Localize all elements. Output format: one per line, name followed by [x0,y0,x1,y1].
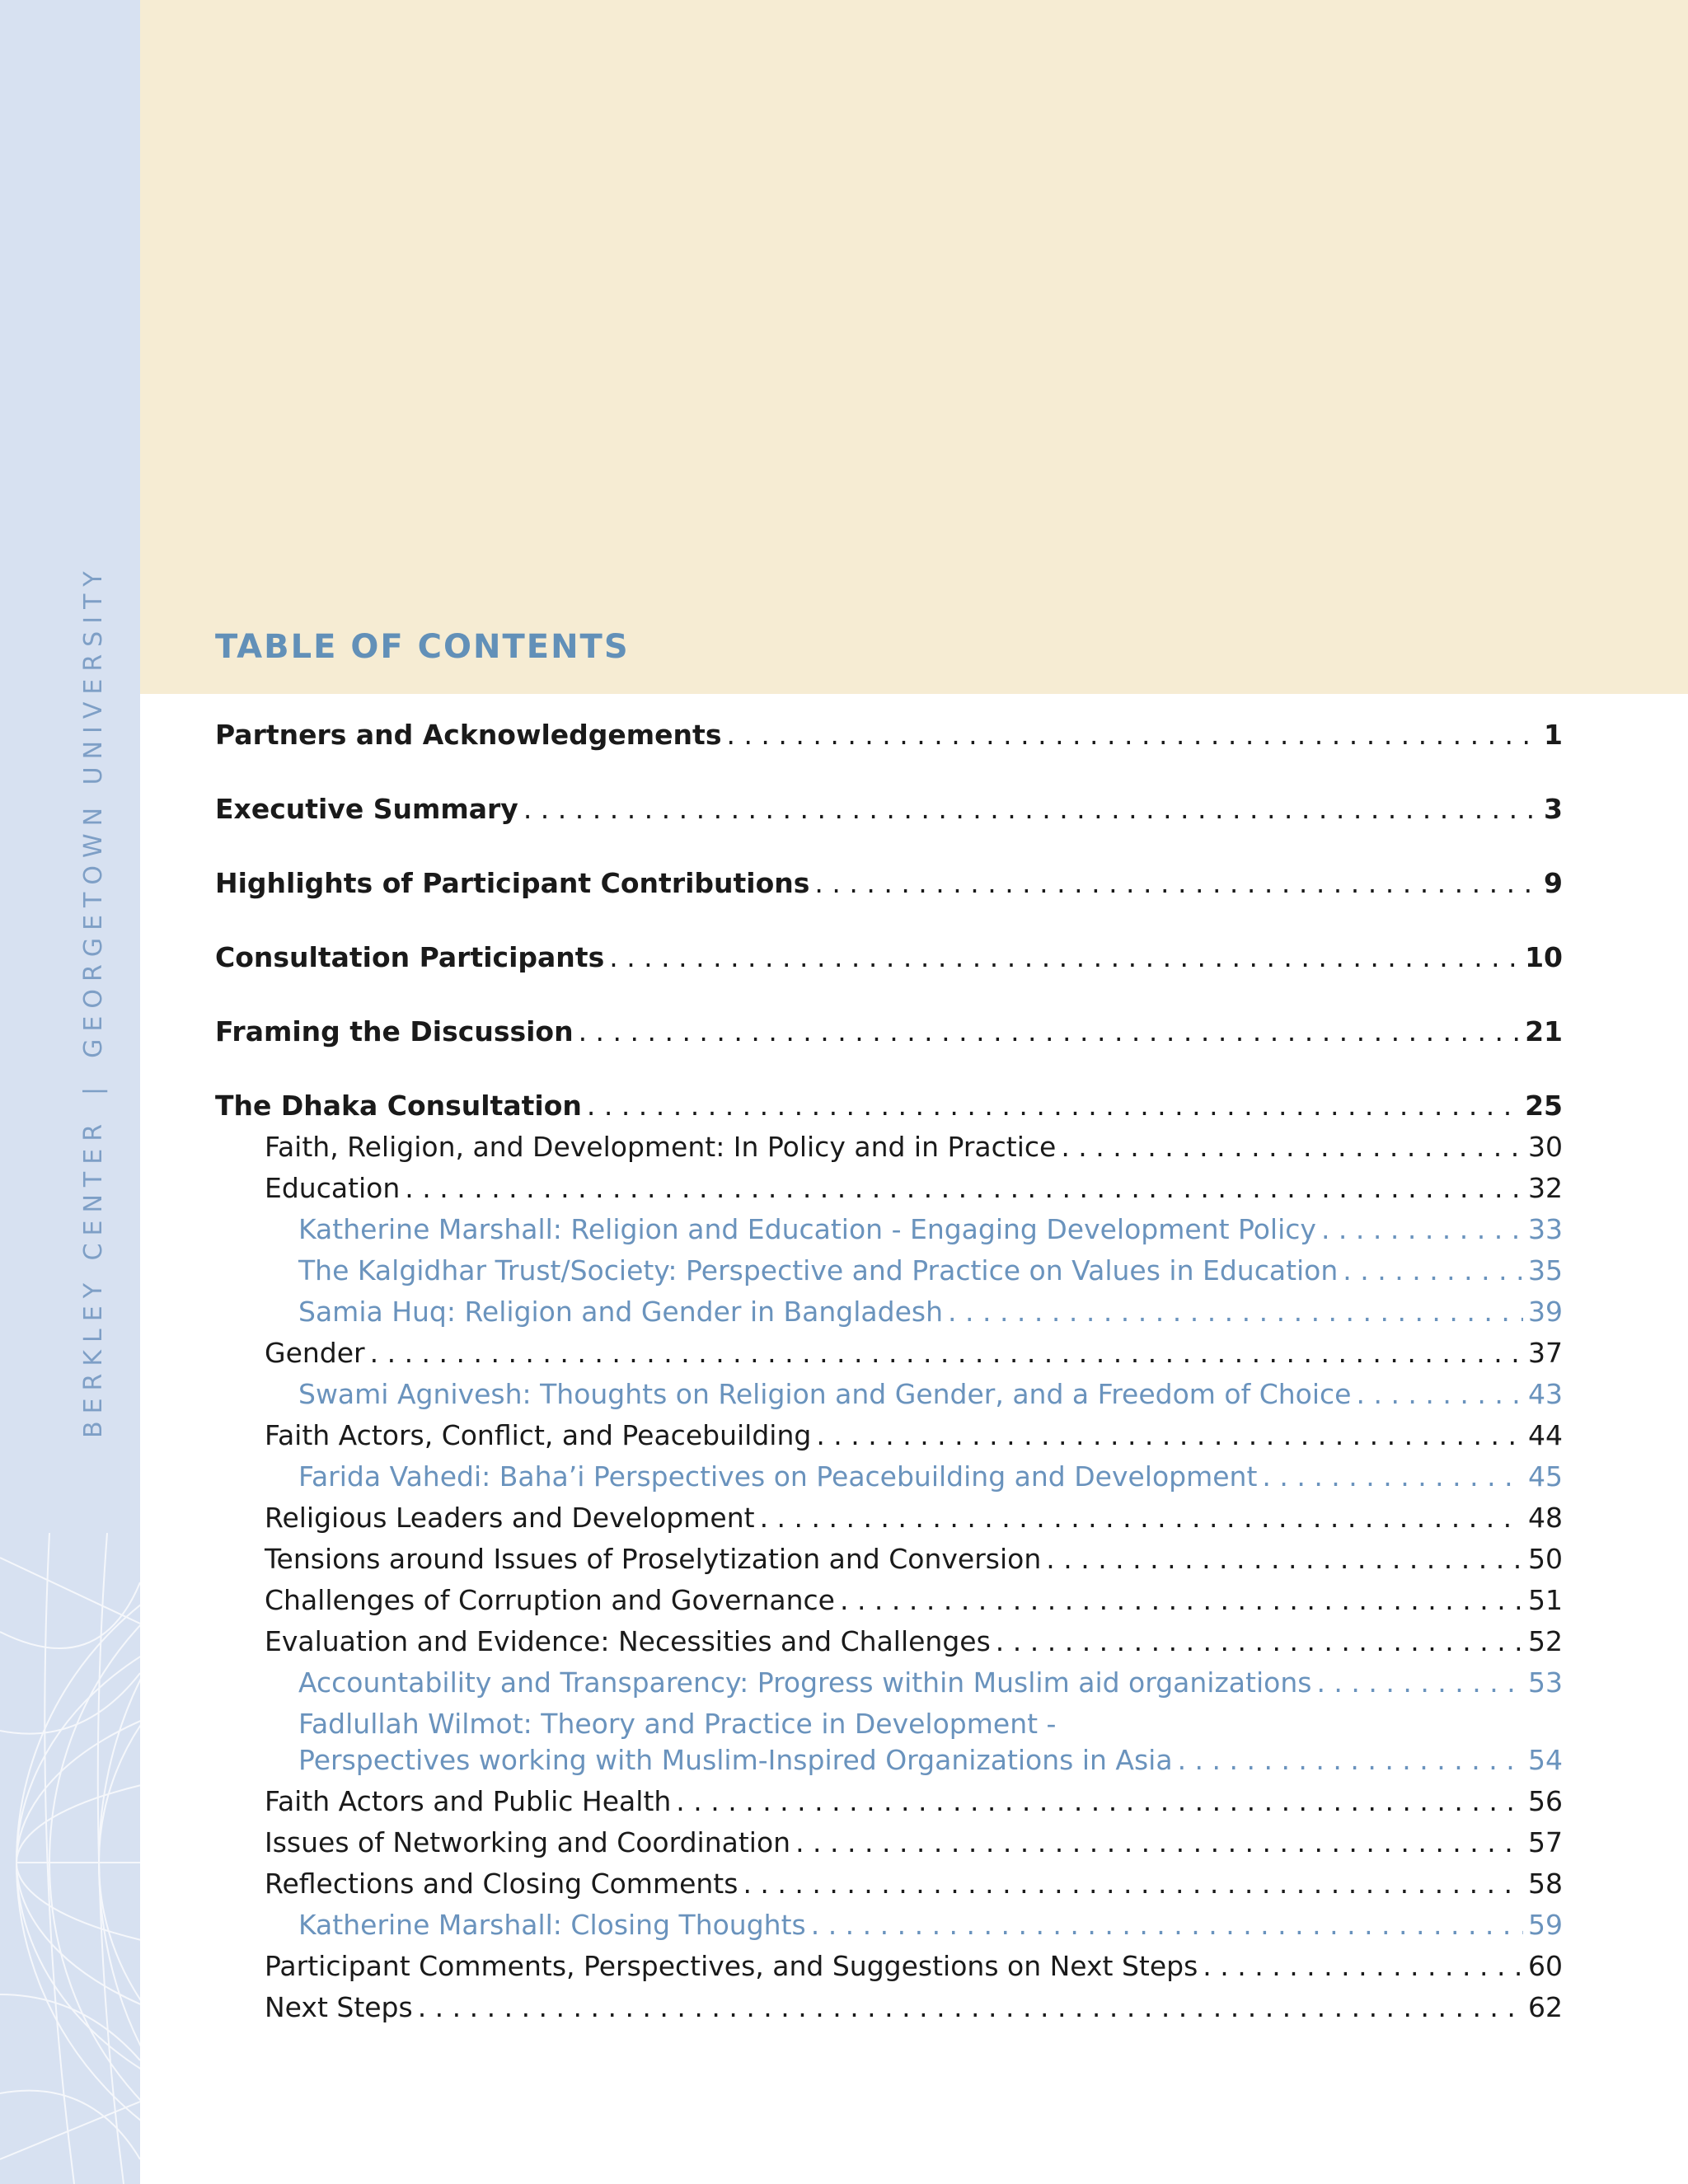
toc-entry[interactable] [265,1541,1563,1577]
toc-entry-label: Highlights of Participant Contributions [215,867,810,899]
toc-entry-page: 54 [1528,1744,1563,1776]
toc-entry[interactable] [265,1783,1563,1820]
toc-entry[interactable] [298,1376,1563,1413]
toc-entry-page: 52 [1528,1625,1563,1657]
dot-leader [1061,1129,1523,1165]
toc-entry-page: 53 [1528,1666,1563,1699]
toc-entry-label-line: Perspectives working with Muslim-Inspired Organizations in Asia [298,1744,1173,1776]
dot-leader [1356,1376,1523,1413]
toc-entry-page: 25 [1525,1090,1563,1122]
dot-leader [523,791,1539,827]
toc-entry-page: 35 [1528,1254,1563,1286]
toc-entry-page: 45 [1528,1460,1563,1493]
toc-entry-label: Participant Comments, Perspectives, and Suggestions on Next Steps [265,1950,1198,1982]
toc-entry-page: 9 [1544,867,1563,899]
dot-leader [418,1990,1523,2026]
sidebar-divider: | [79,1079,108,1095]
dot-leader [811,1907,1523,1943]
dot-leader [948,1294,1523,1330]
toc-entry-page: 51 [1528,1584,1563,1616]
dot-leader [1343,1253,1523,1289]
toc-entry-label: Farida Vahedi: Baha’i Perspectives on Peacebuilding and Development [298,1460,1258,1493]
dot-leader [587,1088,1520,1124]
toc-entry[interactable] [298,1459,1563,1495]
toc-entry-label: Gender [265,1337,365,1369]
dot-leader [743,1866,1523,1902]
toc-entry-page: 10 [1525,941,1563,973]
dot-leader [676,1783,1523,1820]
dot-leader [1046,1541,1523,1577]
toc-entry[interactable] [215,1088,1563,1124]
toc-entry-label: Next Steps [265,1991,413,2023]
dot-leader [1316,1665,1523,1701]
toc-entry[interactable] [215,717,1563,753]
toc-entry-page: 62 [1528,1991,1563,2023]
toc-entry-label: Partners and Acknowledgements [215,719,722,751]
toc-entry[interactable] [215,865,1563,902]
toc-entry-page: 50 [1528,1543,1563,1575]
toc-entry[interactable] [298,1665,1563,1701]
toc-entry-label: Katherine Marshall: Religion and Education - Engaging Development Policy [298,1213,1316,1245]
toc-entry-label: Katherine Marshall: Closing Thoughts [298,1909,806,1941]
toc-entry-page: 57 [1528,1826,1563,1858]
toc-entry-page: 60 [1528,1950,1563,1982]
dot-leader [579,1014,1520,1050]
dot-leader [1321,1212,1523,1248]
dot-leader [405,1170,1523,1207]
toc-entry[interactable] [265,1500,1563,1536]
toc-entry-label: Faith Actors and Public Health [265,1785,672,1817]
toc-entry[interactable] [215,791,1563,827]
sidebar-georgetown-university: GEORGETOWN UNIVERSITY [79,564,108,1058]
toc-entry-page: 59 [1528,1909,1563,1941]
dot-leader [760,1500,1523,1536]
toc-entry[interactable] [265,1990,1563,2026]
toc-entry[interactable] [265,1624,1563,1660]
toc-entry-label: Evaluation and Evidence: Necessities and Challenges [265,1625,991,1657]
toc-entry-page: 48 [1528,1502,1563,1534]
toc-entry[interactable] [265,1418,1563,1454]
toc-entry-label: Accountability and Transparency: Progress within Muslim aid organizations [298,1666,1312,1699]
toc-entry-label: Samia Huq: Religion and Gender in Bangladesh [298,1296,943,1328]
toc-entry-page: 37 [1528,1337,1563,1369]
toc-entry-page: 44 [1528,1419,1563,1451]
sidebar-berkley-center: BERKLEY CENTER [79,1116,108,1438]
toc-entry-label: Religious Leaders and Development [265,1502,755,1534]
dot-leader [795,1825,1523,1861]
toc-entry-label: Challenges of Corruption and Governance [265,1584,835,1616]
toc-entry[interactable] [265,1825,1563,1861]
toc-entry-page: 56 [1528,1785,1563,1817]
toc-entry-page: 30 [1528,1131,1563,1163]
toc-entry-label: Tensions around Issues of Proselytization and Conversion [265,1543,1042,1575]
dot-leader [816,1418,1523,1454]
toc-entry-page: 21 [1525,1015,1563,1047]
toc-entry[interactable] [265,1170,1563,1207]
toc-entry-label [298,1706,1173,1779]
toc-entry-label: Swami Agnivesh: Thoughts on Religion and Gender, and a Freedom of Choice [298,1378,1352,1410]
toc-entry[interactable] [265,1948,1563,1985]
toc-entry-page: 32 [1528,1172,1563,1204]
toc-entry-page: 3 [1544,793,1563,825]
toc-entry-label-line: Fadlullah Wilmot: Theory and Practice in Development - [298,1708,1057,1740]
toc-entry[interactable] [265,1129,1563,1165]
toc-entry-label: Framing the Discussion [215,1015,574,1047]
dot-leader [1262,1459,1523,1495]
dot-leader [814,865,1539,902]
toc-entry-label: Issues of Networking and Coordination [265,1826,791,1858]
toc-entry-page: 58 [1528,1868,1563,1900]
toc-entry-label: Faith, Religion, and Development: In Policy and in Practice [265,1131,1057,1163]
toc-entry-page: 43 [1528,1378,1563,1410]
toc-entry-page: 39 [1528,1296,1563,1328]
toc-entry-page: 33 [1528,1213,1563,1245]
toc-entry-label: The Kalgidhar Trust/Society: Perspective and Practice on Values in Education [298,1254,1339,1286]
dot-leader [1178,1742,1523,1779]
page-title: TABLE OF CONTENTS [215,628,630,666]
toc-entry-label: The Dhaka Consultation [215,1090,582,1122]
toc-entry-label: Education [265,1172,401,1204]
toc-entry[interactable] [265,1582,1563,1619]
toc-entry[interactable] [298,1294,1563,1330]
toc-entry-label: Reflections and Closing Comments [265,1868,738,1900]
toc-entry[interactable] [265,1335,1563,1371]
toc-entry[interactable] [298,1253,1563,1289]
toc-entry-label: Faith Actors, Conflict, and Peacebuilding [265,1419,812,1451]
dot-leader [840,1582,1523,1619]
toc-entry[interactable] [298,1212,1563,1248]
toc-entry[interactable] [215,940,1563,976]
toc-entry-label: Consultation Participants [215,941,605,973]
dot-leader [726,717,1539,753]
dot-leader [609,940,1520,976]
toc-entry[interactable] [298,1706,1563,1779]
toc-entry[interactable] [298,1907,1563,1943]
toc-entry[interactable] [215,1014,1563,1050]
dot-leader [1203,1948,1523,1985]
dot-leader [370,1335,1523,1371]
dot-leader [996,1624,1523,1660]
toc-entry[interactable] [265,1866,1563,1902]
toc-entry-page: 1 [1544,719,1563,751]
toc-entry-label: Executive Summary [215,793,518,825]
